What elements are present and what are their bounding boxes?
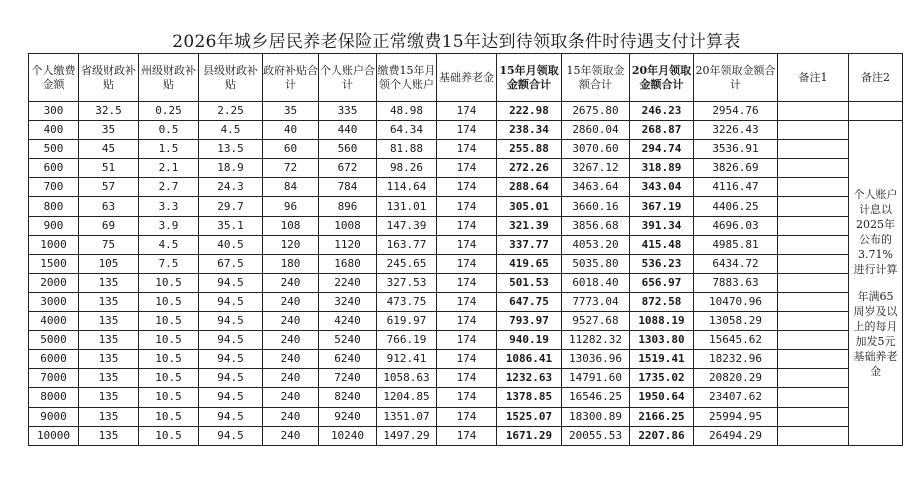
table-cell: 2240 bbox=[319, 273, 377, 292]
table-cell: 114.64 bbox=[377, 178, 437, 197]
note1-cell bbox=[778, 102, 849, 121]
table-cell: 64.34 bbox=[377, 121, 437, 140]
table-cell: 108 bbox=[263, 216, 319, 235]
table-cell: 10.5 bbox=[139, 292, 199, 311]
header-cell: 20年领取金额合计 bbox=[694, 54, 778, 102]
table-cell: 240 bbox=[263, 312, 319, 331]
table-cell: 255.88 bbox=[497, 140, 562, 159]
table-cell: 18232.96 bbox=[694, 350, 778, 369]
table-cell: 94.5 bbox=[199, 312, 263, 331]
header-cell: 15年领取金额合计 bbox=[562, 54, 630, 102]
header-row bbox=[29, 54, 903, 102]
table-cell: 343.04 bbox=[630, 178, 694, 197]
table-cell: 120 bbox=[263, 235, 319, 254]
table-cell: 7773.04 bbox=[562, 292, 630, 311]
table-cell: 8000 bbox=[29, 388, 79, 407]
table-cell: 327.53 bbox=[377, 273, 437, 292]
table-cell: 105 bbox=[79, 254, 139, 273]
table-cell: 3000 bbox=[29, 292, 79, 311]
table-cell: 163.77 bbox=[377, 235, 437, 254]
note1-cell bbox=[778, 178, 849, 197]
table-cell: 3856.68 bbox=[562, 216, 630, 235]
table-cell: 6018.40 bbox=[562, 273, 630, 292]
table-body bbox=[29, 102, 903, 446]
table-cell: 174 bbox=[437, 331, 497, 350]
table-cell: 131.01 bbox=[377, 197, 437, 216]
table-cell: 180 bbox=[263, 254, 319, 273]
table-cell: 4053.20 bbox=[562, 235, 630, 254]
table-cell: 174 bbox=[437, 426, 497, 445]
table-cell: 40 bbox=[263, 121, 319, 140]
table-cell: 672 bbox=[319, 159, 377, 178]
table-cell: 6434.72 bbox=[694, 254, 778, 273]
table-cell: 3070.60 bbox=[562, 140, 630, 159]
table-cell: 0.5 bbox=[139, 121, 199, 140]
table-cell: 2.7 bbox=[139, 178, 199, 197]
table-cell: 4985.81 bbox=[694, 235, 778, 254]
table-row bbox=[29, 216, 903, 235]
table-cell: 1735.02 bbox=[630, 369, 694, 388]
note1-cell bbox=[778, 216, 849, 235]
table-cell: 23407.62 bbox=[694, 388, 778, 407]
table-cell: 135 bbox=[79, 273, 139, 292]
table-cell: 147.39 bbox=[377, 216, 437, 235]
table-cell: 35.1 bbox=[199, 216, 263, 235]
table-cell: 63 bbox=[79, 197, 139, 216]
header-cell: 省级财政补贴 bbox=[79, 54, 139, 102]
table-cell: 367.19 bbox=[630, 197, 694, 216]
table-cell: 2.1 bbox=[139, 159, 199, 178]
table-row bbox=[29, 369, 903, 388]
table-cell: 18300.89 bbox=[562, 407, 630, 426]
table-cell: 6000 bbox=[29, 350, 79, 369]
table-cell: 2.25 bbox=[199, 102, 263, 121]
table-cell: 94.5 bbox=[199, 273, 263, 292]
table-cell: 240 bbox=[263, 426, 319, 445]
table-cell: 3536.91 bbox=[694, 140, 778, 159]
note1-cell bbox=[778, 254, 849, 273]
note1-cell bbox=[778, 197, 849, 216]
note2-cell bbox=[849, 121, 903, 446]
table-cell: 222.98 bbox=[497, 102, 562, 121]
table-cell: 1058.63 bbox=[377, 369, 437, 388]
table-cell: 240 bbox=[263, 331, 319, 350]
table-cell: 135 bbox=[79, 292, 139, 311]
table-cell: 321.39 bbox=[497, 216, 562, 235]
table-cell: 135 bbox=[79, 369, 139, 388]
table-cell: 294.74 bbox=[630, 140, 694, 159]
table-cell: 10240 bbox=[319, 426, 377, 445]
table-cell: 15645.62 bbox=[694, 331, 778, 350]
table-cell: 10.5 bbox=[139, 388, 199, 407]
table-cell: 1000 bbox=[29, 235, 79, 254]
table-cell: 2954.76 bbox=[694, 102, 778, 121]
header-cell: 政府补贴合计 bbox=[263, 54, 319, 102]
table-cell: 1378.85 bbox=[497, 388, 562, 407]
table-cell: 10.5 bbox=[139, 312, 199, 331]
header-cell: 15年月领取金额合计 bbox=[497, 54, 562, 102]
table-cell: 1204.85 bbox=[377, 388, 437, 407]
table-cell: 2207.86 bbox=[630, 426, 694, 445]
header-cell: 个人账户合计 bbox=[319, 54, 377, 102]
table-cell: 174 bbox=[437, 140, 497, 159]
table-cell: 440 bbox=[319, 121, 377, 140]
note1-cell bbox=[778, 350, 849, 369]
table-cell: 94.5 bbox=[199, 350, 263, 369]
table-cell: 1008 bbox=[319, 216, 377, 235]
table-cell: 13036.96 bbox=[562, 350, 630, 369]
table-cell: 501.53 bbox=[497, 273, 562, 292]
table-cell: 318.89 bbox=[630, 159, 694, 178]
table-cell: 75 bbox=[79, 235, 139, 254]
table-cell: 25994.95 bbox=[694, 407, 778, 426]
table-cell: 305.01 bbox=[497, 197, 562, 216]
table-cell: 0.25 bbox=[139, 102, 199, 121]
table-cell: 13058.29 bbox=[694, 312, 778, 331]
header-cell: 20年月领取金额合计 bbox=[630, 54, 694, 102]
table-row bbox=[29, 273, 903, 292]
table-cell: 1088.19 bbox=[630, 312, 694, 331]
note1-cell bbox=[778, 273, 849, 292]
note2-cell bbox=[849, 102, 903, 121]
table-cell: 268.87 bbox=[630, 121, 694, 140]
table-row bbox=[29, 254, 903, 273]
note1-cell bbox=[778, 235, 849, 254]
table-cell: 174 bbox=[437, 273, 497, 292]
table-cell: 84 bbox=[263, 178, 319, 197]
note2-text-2: 年满65周岁及以上的每月加发5元基础养老金 bbox=[853, 289, 898, 378]
header-cell: 州级财政补贴 bbox=[139, 54, 199, 102]
table-row bbox=[29, 312, 903, 331]
table-row bbox=[29, 140, 903, 159]
note1-cell bbox=[778, 159, 849, 178]
table-cell: 656.97 bbox=[630, 273, 694, 292]
table-cell: 560 bbox=[319, 140, 377, 159]
table-row bbox=[29, 292, 903, 311]
table-cell: 1680 bbox=[319, 254, 377, 273]
table-cell: 48.98 bbox=[377, 102, 437, 121]
table-cell: 240 bbox=[263, 369, 319, 388]
table-cell: 174 bbox=[437, 292, 497, 311]
table-cell: 10.5 bbox=[139, 426, 199, 445]
table-cell: 174 bbox=[437, 235, 497, 254]
table-cell: 57 bbox=[79, 178, 139, 197]
table-cell: 35 bbox=[263, 102, 319, 121]
note1-cell bbox=[778, 292, 849, 311]
table-cell: 20055.53 bbox=[562, 426, 630, 445]
table-cell: 135 bbox=[79, 312, 139, 331]
table-cell: 300 bbox=[29, 102, 79, 121]
table-cell: 245.65 bbox=[377, 254, 437, 273]
table-cell: 29.7 bbox=[199, 197, 263, 216]
table-cell: 10.5 bbox=[139, 369, 199, 388]
table-cell: 415.48 bbox=[630, 235, 694, 254]
table-cell: 1519.41 bbox=[630, 350, 694, 369]
header-cell: 个人缴费金额 bbox=[29, 54, 79, 102]
table-cell: 10470.96 bbox=[694, 292, 778, 311]
table-cell: 8240 bbox=[319, 388, 377, 407]
table-cell: 174 bbox=[437, 178, 497, 197]
table-cell: 174 bbox=[437, 407, 497, 426]
table-cell: 5035.80 bbox=[562, 254, 630, 273]
table-cell: 246.23 bbox=[630, 102, 694, 121]
table-cell: 1120 bbox=[319, 235, 377, 254]
table-cell: 135 bbox=[79, 388, 139, 407]
table-cell: 135 bbox=[79, 407, 139, 426]
table-cell: 94.5 bbox=[199, 407, 263, 426]
table-cell: 94.5 bbox=[199, 388, 263, 407]
table-cell: 500 bbox=[29, 140, 79, 159]
table-cell: 3267.12 bbox=[562, 159, 630, 178]
table-cell: 940.19 bbox=[497, 331, 562, 350]
note2-text-1: 个人账户计息以2025年公布的3.71%进行计算 bbox=[853, 187, 898, 276]
table-cell: 1950.64 bbox=[630, 388, 694, 407]
table-cell: 135 bbox=[79, 331, 139, 350]
table-cell: 6240 bbox=[319, 350, 377, 369]
note1-cell bbox=[778, 140, 849, 159]
table-cell: 3.9 bbox=[139, 216, 199, 235]
table-cell: 10.5 bbox=[139, 350, 199, 369]
table-cell: 72 bbox=[263, 159, 319, 178]
table-cell: 419.65 bbox=[497, 254, 562, 273]
table-cell: 240 bbox=[263, 407, 319, 426]
table-cell: 5240 bbox=[319, 331, 377, 350]
header-cell: 基础养老金 bbox=[437, 54, 497, 102]
table-cell: 9240 bbox=[319, 407, 377, 426]
table-cell: 912.41 bbox=[377, 350, 437, 369]
table-cell: 7240 bbox=[319, 369, 377, 388]
table-cell: 174 bbox=[437, 350, 497, 369]
table-cell: 896 bbox=[319, 197, 377, 216]
page-title: 2026年城乡居民养老保险正常缴费15年达到待领取条件时待遇支付计算表 bbox=[172, 32, 741, 52]
table-cell: 3240 bbox=[319, 292, 377, 311]
table-row bbox=[29, 102, 903, 121]
header-cell: 缴费15年月领个人账户 bbox=[377, 54, 437, 102]
table-row bbox=[29, 235, 903, 254]
table-cell: 94.5 bbox=[199, 292, 263, 311]
table-cell: 10000 bbox=[29, 426, 79, 445]
table-cell: 4000 bbox=[29, 312, 79, 331]
table-cell: 10.5 bbox=[139, 273, 199, 292]
table-cell: 1303.80 bbox=[630, 331, 694, 350]
table-cell: 1525.07 bbox=[497, 407, 562, 426]
table-cell: 4.5 bbox=[139, 235, 199, 254]
table-cell: 40.5 bbox=[199, 235, 263, 254]
note1-cell bbox=[778, 369, 849, 388]
table-cell: 7000 bbox=[29, 369, 79, 388]
table-cell: 4240 bbox=[319, 312, 377, 331]
table-cell: 1671.29 bbox=[497, 426, 562, 445]
table-cell: 337.77 bbox=[497, 235, 562, 254]
table-cell: 1086.41 bbox=[497, 350, 562, 369]
table-cell: 240 bbox=[263, 350, 319, 369]
note1-cell bbox=[778, 331, 849, 350]
table-cell: 2675.80 bbox=[562, 102, 630, 121]
table-cell: 13.5 bbox=[199, 140, 263, 159]
table-cell: 94.5 bbox=[199, 331, 263, 350]
table-cell: 96 bbox=[263, 197, 319, 216]
table-cell: 60 bbox=[263, 140, 319, 159]
table-cell: 272.26 bbox=[497, 159, 562, 178]
table-cell: 240 bbox=[263, 388, 319, 407]
table-cell: 174 bbox=[437, 102, 497, 121]
table-cell: 800 bbox=[29, 197, 79, 216]
table-cell: 238.34 bbox=[497, 121, 562, 140]
table-cell: 288.64 bbox=[497, 178, 562, 197]
table-cell: 1232.63 bbox=[497, 369, 562, 388]
table-cell: 16546.25 bbox=[562, 388, 630, 407]
table-cell: 240 bbox=[263, 273, 319, 292]
table-cell: 51 bbox=[79, 159, 139, 178]
table-cell: 647.75 bbox=[497, 292, 562, 311]
table-row bbox=[29, 350, 903, 369]
table-cell: 1.5 bbox=[139, 140, 199, 159]
table-cell: 174 bbox=[437, 312, 497, 331]
table-cell: 2000 bbox=[29, 273, 79, 292]
table-cell: 98.26 bbox=[377, 159, 437, 178]
table-cell: 3.3 bbox=[139, 197, 199, 216]
table-cell: 1351.07 bbox=[377, 407, 437, 426]
table-cell: 900 bbox=[29, 216, 79, 235]
table-cell: 135 bbox=[79, 350, 139, 369]
table-cell: 67.5 bbox=[199, 254, 263, 273]
table-cell: 400 bbox=[29, 121, 79, 140]
table-cell: 473.75 bbox=[377, 292, 437, 311]
note1-cell bbox=[778, 426, 849, 445]
table-cell: 3826.69 bbox=[694, 159, 778, 178]
header-cell: 备注2 bbox=[849, 54, 903, 102]
table-cell: 536.23 bbox=[630, 254, 694, 273]
table-cell: 7883.63 bbox=[694, 273, 778, 292]
table-cell: 10.5 bbox=[139, 407, 199, 426]
table-cell: 45 bbox=[79, 140, 139, 159]
table-cell: 784 bbox=[319, 178, 377, 197]
table-cell: 3660.16 bbox=[562, 197, 630, 216]
table-cell: 135 bbox=[79, 426, 139, 445]
table-row bbox=[29, 178, 903, 197]
table-cell: 1500 bbox=[29, 254, 79, 273]
table-cell: 18.9 bbox=[199, 159, 263, 178]
table-cell: 766.19 bbox=[377, 331, 437, 350]
table-row bbox=[29, 331, 903, 350]
table-cell: 94.5 bbox=[199, 369, 263, 388]
table-cell: 9000 bbox=[29, 407, 79, 426]
table-cell: 240 bbox=[263, 292, 319, 311]
table-cell: 2860.04 bbox=[562, 121, 630, 140]
table-cell: 174 bbox=[437, 369, 497, 388]
note1-cell bbox=[778, 121, 849, 140]
benefit-table bbox=[28, 53, 903, 446]
table-cell: 335 bbox=[319, 102, 377, 121]
table-cell: 26494.29 bbox=[694, 426, 778, 445]
table-cell: 5000 bbox=[29, 331, 79, 350]
table-cell: 4.5 bbox=[199, 121, 263, 140]
table-row bbox=[29, 426, 903, 445]
table-cell: 3463.64 bbox=[562, 178, 630, 197]
table-cell: 4406.25 bbox=[694, 197, 778, 216]
header-cell: 县级财政补贴 bbox=[199, 54, 263, 102]
table-cell: 14791.60 bbox=[562, 369, 630, 388]
table-cell: 600 bbox=[29, 159, 79, 178]
table-cell: 3226.43 bbox=[694, 121, 778, 140]
table-cell: 793.97 bbox=[497, 312, 562, 331]
table-cell: 619.97 bbox=[377, 312, 437, 331]
note1-cell bbox=[778, 312, 849, 331]
table-cell: 174 bbox=[437, 254, 497, 273]
table-cell: 174 bbox=[437, 216, 497, 235]
table-cell: 700 bbox=[29, 178, 79, 197]
table-cell: 174 bbox=[437, 388, 497, 407]
table-cell: 174 bbox=[437, 159, 497, 178]
table-cell: 94.5 bbox=[199, 426, 263, 445]
table-cell: 2166.25 bbox=[630, 407, 694, 426]
table-cell: 174 bbox=[437, 121, 497, 140]
table-row bbox=[29, 159, 903, 178]
table-cell: 391.34 bbox=[630, 216, 694, 235]
table-cell: 9527.68 bbox=[562, 312, 630, 331]
table-row bbox=[29, 121, 903, 140]
table-cell: 10.5 bbox=[139, 331, 199, 350]
note1-cell bbox=[778, 388, 849, 407]
table-row bbox=[29, 388, 903, 407]
table-cell: 81.88 bbox=[377, 140, 437, 159]
table-row bbox=[29, 407, 903, 426]
table-cell: 32.5 bbox=[79, 102, 139, 121]
note1-cell bbox=[778, 407, 849, 426]
table-cell: 20820.29 bbox=[694, 369, 778, 388]
table-cell: 11282.32 bbox=[562, 331, 630, 350]
table-cell: 4696.03 bbox=[694, 216, 778, 235]
table-cell: 872.58 bbox=[630, 292, 694, 311]
table-cell: 7.5 bbox=[139, 254, 199, 273]
table-cell: 4116.47 bbox=[694, 178, 778, 197]
table-cell: 69 bbox=[79, 216, 139, 235]
table-row bbox=[29, 197, 903, 216]
table-cell: 24.3 bbox=[199, 178, 263, 197]
table-cell: 174 bbox=[437, 197, 497, 216]
table-cell: 1497.29 bbox=[377, 426, 437, 445]
header-cell: 备注1 bbox=[778, 54, 849, 102]
table-cell: 35 bbox=[79, 121, 139, 140]
